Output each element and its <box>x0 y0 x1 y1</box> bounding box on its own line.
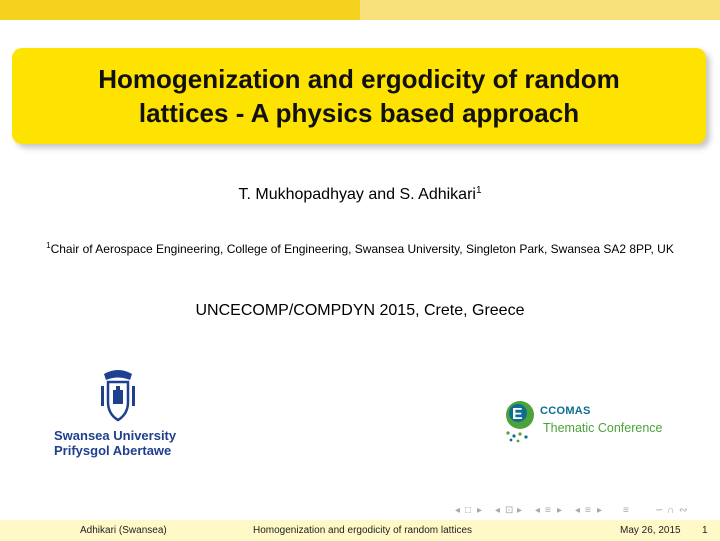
svg-text:E: E <box>512 406 523 423</box>
nav-prev-slide-icon[interactable]: ◂ <box>455 505 461 516</box>
eccomas-e-icon <box>500 393 545 445</box>
crest-icon <box>98 366 138 424</box>
top-bar-right-segment <box>360 0 720 20</box>
affiliation <box>30 237 690 258</box>
nav-prev-subsection-icon[interactable]: ◂ <box>535 505 541 516</box>
footer-date: May 26, 2015 <box>620 525 681 536</box>
authors-text: T. Mukhopadhyay and S. Adhikari <box>238 186 476 203</box>
swansea-line-2: Prifysgol Abertawe <box>54 443 172 458</box>
nav-next-frame-icon[interactable]: ▸ <box>517 505 523 516</box>
affiliation-text: Chair of Aerospace Engineering, College of Engineering, Swansea University, Singleton Park, Swansea SA2 8PP, UK <box>50 242 674 256</box>
swansea-name <box>54 428 194 458</box>
footer-author: Adhikari (Swansea) <box>80 525 167 536</box>
nav-next-subsection-icon[interactable]: ▸ <box>557 505 563 516</box>
nav-slide-icon[interactable]: □ <box>465 505 472 516</box>
footer-bar <box>0 520 720 541</box>
eccomas-subtitle: Thematic Conference <box>543 421 663 435</box>
nav-prev-section-icon[interactable]: ◂ <box>575 505 581 516</box>
nav-next-section-icon[interactable]: ▸ <box>597 505 603 516</box>
nav-frame-icon[interactable]: ⊡ <box>505 505 514 516</box>
eccomas-logo <box>500 393 690 445</box>
eccomas-word: CCOMAS <box>540 405 591 417</box>
nav-search-icon[interactable]: ∩ <box>667 505 675 516</box>
title-box <box>12 48 706 144</box>
nav-back-icon[interactable]: ∽ <box>655 505 664 516</box>
nav-outline-icon[interactable]: ≡ <box>623 505 629 516</box>
top-bar <box>0 0 720 20</box>
authors-superscript: 1 <box>475 185 482 196</box>
slide-title: Homogenization and ergodicity of random lattices - A physics based approach <box>98 64 620 128</box>
footer-page-number: 1 <box>702 525 708 536</box>
nav-next-slide-icon[interactable]: ▸ <box>477 505 483 516</box>
beamer-navigation <box>455 505 715 519</box>
swansea-logo <box>50 366 190 458</box>
nav-subsection-icon[interactable]: ≡ <box>545 505 551 516</box>
affiliation-superscript: 1 <box>46 241 51 250</box>
nav-section-icon[interactable]: ≡ <box>585 505 591 516</box>
swansea-line-1: Swansea University <box>54 428 177 443</box>
footer-title: Homogenization and ergodicity of random lattices <box>253 525 473 536</box>
authors-line <box>0 185 720 204</box>
conference-line: UNCECOMP/COMPDYN 2015, Crete, Greece <box>195 302 525 319</box>
top-bar-left-segment <box>0 0 360 20</box>
nav-forward-icon[interactable]: ∾ <box>679 505 688 516</box>
nav-prev-frame-icon[interactable]: ◂ <box>495 505 501 516</box>
